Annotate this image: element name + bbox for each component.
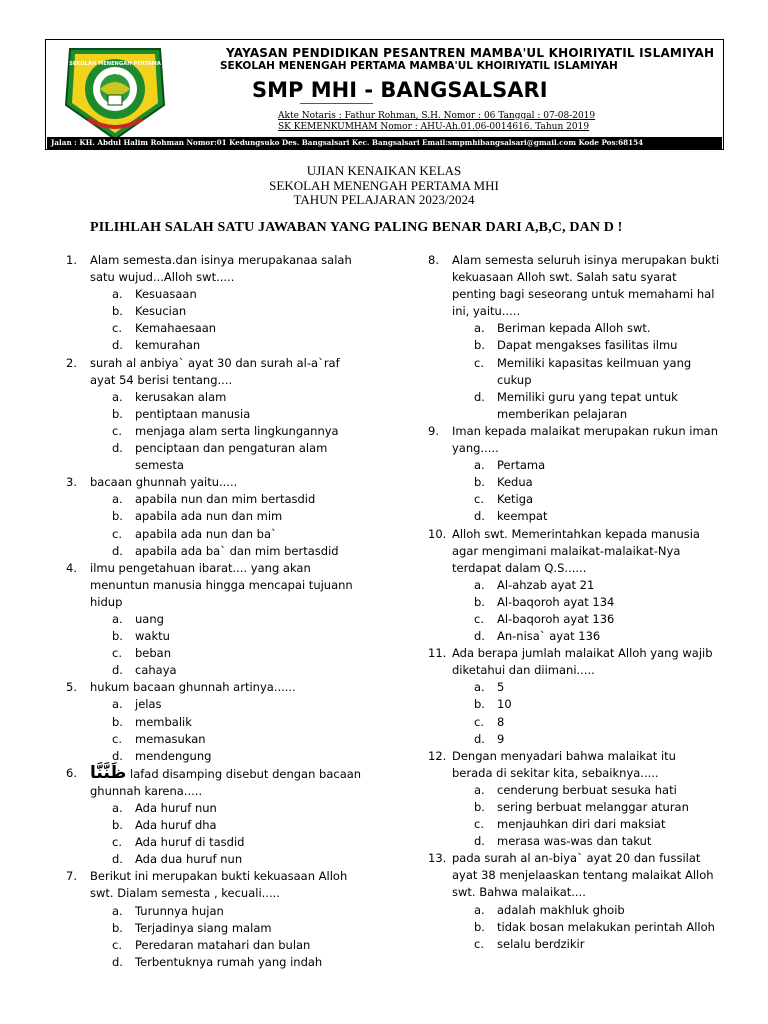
option-text: Memiliki kapasitas keilmuan yang cukup bbox=[497, 355, 692, 387]
question-item bbox=[428, 645, 720, 748]
answer-options bbox=[452, 577, 720, 645]
question-number: 5. bbox=[66, 680, 77, 695]
option-text: adalah makhluk ghoib bbox=[497, 902, 625, 917]
option-text: jelas bbox=[135, 697, 162, 712]
option-text: Ada huruf nun bbox=[135, 801, 217, 815]
logo-inner-text: SMP MHI bbox=[102, 71, 128, 77]
option-letter: a. bbox=[474, 321, 485, 336]
option-text: 8 bbox=[497, 714, 505, 729]
question-text-content: Alam semesta seluruh isinya merupakan bukti kekuasaan Alloh swt. Salah satu syarat penting bagi seseorang untuk memahami hal ini, yaitu..... bbox=[452, 253, 720, 319]
option-letter: d. bbox=[112, 543, 123, 558]
option-letter: b. bbox=[112, 629, 123, 644]
option-text: tidak bosan melakukan perintah Alloh bbox=[497, 919, 715, 934]
option-text: Terbentuknya rumah yang indah bbox=[135, 954, 323, 969]
question-item bbox=[428, 526, 720, 646]
answer-option[interactable] bbox=[474, 594, 720, 611]
option-letter: b. bbox=[474, 594, 485, 609]
answer-option[interactable] bbox=[474, 508, 720, 525]
answer-option[interactable] bbox=[474, 389, 720, 423]
option-letter: a. bbox=[474, 902, 485, 917]
question-item bbox=[428, 850, 720, 953]
question-text-content: Ada berapa jumlah malaikat Alloh yang wajib diketahui dan diimani..... bbox=[452, 646, 713, 678]
answer-option[interactable] bbox=[474, 611, 720, 628]
option-text: Ada huruf di tasdid bbox=[135, 835, 245, 850]
question-text-content: Alam semesta.dan isinya merupakanaa salah satu wujud...Alloh swt..... bbox=[90, 253, 352, 285]
answer-options bbox=[90, 696, 364, 764]
answer-options bbox=[90, 491, 364, 559]
question-text bbox=[90, 355, 364, 389]
option-letter: d. bbox=[112, 441, 123, 456]
option-text: 5 bbox=[497, 680, 505, 695]
exam-title-2: SEKOLAH MENENGAH PERTAMA MHI bbox=[269, 177, 499, 193]
foundation-name: YAYASAN PENDIDIKAN PESANTREN MAMBA'UL KHOIRIYATIL ISLAMIYAH bbox=[226, 46, 715, 60]
question-text-content: Berikut ini merupakan bukti kekuasaan Alloh swt. Dialam semesta , kecuali..... bbox=[90, 869, 348, 901]
question-text bbox=[452, 423, 720, 457]
answer-option[interactable] bbox=[112, 406, 364, 423]
answer-option[interactable] bbox=[474, 919, 720, 936]
answer-option[interactable] bbox=[474, 731, 720, 748]
option-letter: b. bbox=[112, 714, 123, 729]
option-letter: c. bbox=[474, 492, 484, 507]
question-text-content: Dengan menyadari bahwa malaikat itu berada di sekitar kita, sebaiknya..... bbox=[452, 748, 676, 780]
answer-option[interactable] bbox=[474, 816, 720, 833]
option-text: Al-ahzab ayat 21 bbox=[497, 577, 595, 592]
option-text: Turunnya hujan bbox=[135, 903, 224, 918]
option-letter: b. bbox=[474, 800, 485, 814]
question-text bbox=[452, 645, 720, 679]
answer-option[interactable] bbox=[112, 903, 364, 920]
answer-options bbox=[452, 902, 720, 953]
answer-options bbox=[90, 611, 364, 679]
option-text: uang bbox=[135, 611, 164, 626]
option-text: Terjadinya siang malam bbox=[135, 920, 272, 935]
answer-option[interactable] bbox=[112, 611, 364, 628]
option-text: beban bbox=[135, 646, 172, 661]
question-text-content: Iman kepada malaikat merupakan rukun iman yang..... bbox=[452, 423, 718, 456]
option-letter: c. bbox=[474, 817, 484, 832]
answer-option[interactable] bbox=[112, 696, 364, 713]
option-letter: a. bbox=[112, 697, 123, 712]
option-text: 10 bbox=[497, 697, 512, 712]
answer-option[interactable] bbox=[112, 423, 364, 440]
question-number: 10. bbox=[428, 526, 447, 541]
question-item bbox=[66, 474, 364, 559]
option-text: pentiptaan manusia bbox=[135, 406, 251, 421]
answer-option[interactable] bbox=[112, 851, 364, 868]
option-text: cahaya bbox=[135, 663, 177, 678]
school-logo bbox=[58, 45, 172, 142]
option-text: sering berbuat melanggar aturan bbox=[497, 800, 689, 814]
option-text: apabila ada nun dan mim bbox=[135, 509, 283, 524]
answer-option[interactable] bbox=[474, 457, 720, 474]
question-item bbox=[428, 423, 720, 526]
option-text: apabila ada ba` dan mim bertasdid bbox=[135, 543, 339, 558]
option-letter: c. bbox=[112, 423, 122, 438]
answer-option[interactable] bbox=[474, 782, 720, 799]
answer-option[interactable] bbox=[112, 920, 364, 937]
answer-option[interactable] bbox=[112, 526, 364, 543]
option-text: Kemahaesaan bbox=[135, 321, 217, 336]
question-text-content: surah al anbiya` ayat 30 dan surah al-a`raf ayat 54 berisi tentang.... bbox=[90, 355, 340, 387]
notary-line bbox=[278, 111, 595, 121]
answer-option[interactable] bbox=[474, 577, 720, 594]
question-text bbox=[90, 762, 364, 800]
exam-titles bbox=[0, 164, 768, 208]
answer-options bbox=[452, 320, 720, 423]
option-letter: b. bbox=[112, 304, 123, 319]
question-number: 1. bbox=[66, 253, 77, 267]
answer-option[interactable] bbox=[474, 679, 720, 696]
question-number: 3. bbox=[66, 475, 77, 490]
answer-option[interactable] bbox=[474, 491, 720, 508]
answer-option[interactable] bbox=[112, 714, 364, 731]
answer-option[interactable] bbox=[112, 937, 364, 954]
question-item bbox=[66, 868, 364, 971]
question-number: 8. bbox=[428, 253, 439, 267]
option-letter: d. bbox=[112, 954, 123, 969]
question-text-content: ilmu pengetahuan ibarat.... yang akan menuntun manusia hingga mencapai tujuann hidup bbox=[90, 560, 353, 609]
option-letter: b. bbox=[474, 338, 485, 353]
answer-option[interactable] bbox=[112, 662, 364, 679]
option-text: Ketiga bbox=[497, 492, 534, 507]
option-text: keempat bbox=[497, 509, 548, 524]
answer-options bbox=[452, 782, 720, 850]
address-bar: Jalan : KH. Abdul Halim Rohman Nomor:01 Kedungsuko Des. Bangsalsari Kec. Bangsalsari Email:smpmhibangsalsari@gmail.com Kode Pos:68154 bbox=[47, 137, 722, 149]
option-text: penciptaan dan pengaturan alam semesta bbox=[135, 441, 328, 473]
question-item bbox=[66, 355, 364, 475]
question-text bbox=[452, 850, 720, 901]
option-letter: d. bbox=[474, 834, 485, 849]
answer-options bbox=[90, 800, 364, 868]
question-text-content: lafad disamping disebut dengan bacaan ghunnah karena..... bbox=[90, 766, 362, 798]
exam-instruction: PILIHLAH SALAH SATU JAWABAN YANG PALING BENAR DARI A,B,C, DAN D ! bbox=[90, 220, 623, 235]
option-text: Ada huruf dha bbox=[135, 818, 217, 833]
question-item bbox=[428, 748, 720, 851]
option-letter: a. bbox=[112, 492, 123, 507]
answer-option[interactable] bbox=[112, 286, 364, 303]
school-short-name bbox=[252, 78, 548, 102]
question-number: 12. bbox=[428, 748, 447, 763]
option-letter: b. bbox=[474, 475, 485, 490]
option-letter: c. bbox=[112, 731, 122, 746]
question-text-content: hukum bacaan ghunnah artinya...... bbox=[90, 680, 296, 695]
option-letter: a. bbox=[474, 680, 485, 695]
question-number: 9. bbox=[428, 423, 439, 438]
option-letter: d. bbox=[112, 663, 123, 678]
option-text: Beriman kepada Alloh swt. bbox=[497, 321, 651, 336]
answer-option[interactable] bbox=[474, 320, 720, 337]
option-letter: d. bbox=[474, 389, 485, 404]
answer-option[interactable] bbox=[112, 508, 364, 525]
option-text: Peredaran matahari dan bulan bbox=[135, 937, 311, 952]
option-text: merasa was-was dan takut bbox=[497, 834, 652, 849]
school-short-text: SMP MHI - BANGSALSARI bbox=[252, 78, 548, 102]
answer-option[interactable] bbox=[112, 731, 364, 748]
option-text: selalu berdzikir bbox=[497, 936, 585, 951]
option-letter: b. bbox=[112, 406, 123, 421]
option-text: menjauhkan diri dari maksiat bbox=[497, 817, 666, 832]
questions-right-column bbox=[428, 252, 720, 953]
question-text bbox=[452, 748, 720, 782]
answer-option[interactable] bbox=[112, 337, 364, 354]
answer-option[interactable] bbox=[112, 834, 364, 851]
option-letter: c. bbox=[474, 936, 484, 951]
sk-text: SK KEMENKUMHAM Nomor : AHU-Ah.01.06-0014616. Tahun 2019 bbox=[278, 122, 590, 132]
answer-options bbox=[452, 457, 720, 525]
answer-option[interactable] bbox=[474, 474, 720, 491]
question-number: 6. bbox=[66, 765, 77, 780]
answer-option[interactable] bbox=[474, 696, 720, 713]
option-letter: c. bbox=[112, 526, 122, 541]
option-letter: a. bbox=[474, 577, 485, 592]
option-letter: b. bbox=[474, 697, 485, 712]
option-letter: b. bbox=[112, 920, 123, 935]
answer-option[interactable] bbox=[474, 936, 720, 953]
option-text: kemurahan bbox=[135, 338, 201, 353]
option-text: 9 bbox=[497, 731, 505, 746]
question-number: 2. bbox=[66, 355, 77, 370]
question-item bbox=[66, 252, 364, 355]
option-text: Kesucian bbox=[135, 304, 187, 319]
option-letter: a. bbox=[474, 782, 485, 797]
option-text: Kesuasaan bbox=[135, 287, 197, 302]
answer-option[interactable] bbox=[112, 800, 364, 817]
option-letter: c. bbox=[474, 611, 484, 626]
exam-title-1: UJIAN KENAIKAN KELAS bbox=[306, 163, 462, 178]
option-letter: c. bbox=[474, 714, 484, 729]
option-letter: a. bbox=[112, 801, 123, 815]
option-text: menjaga alam serta lingkungannya bbox=[135, 423, 339, 438]
option-letter: c. bbox=[112, 937, 122, 952]
option-letter: d. bbox=[474, 731, 485, 746]
question-number: 7. bbox=[66, 869, 77, 884]
option-letter: c. bbox=[112, 835, 122, 850]
answer-option[interactable] bbox=[112, 628, 364, 645]
answer-option[interactable] bbox=[112, 748, 364, 765]
answer-options bbox=[452, 679, 720, 747]
option-letter: a. bbox=[112, 903, 123, 918]
option-letter: d. bbox=[112, 338, 123, 353]
option-text: kerusakan alam bbox=[135, 389, 227, 404]
option-text: mendengung bbox=[135, 748, 212, 763]
answer-option[interactable] bbox=[112, 954, 364, 971]
sk-line bbox=[278, 122, 589, 132]
answer-options bbox=[90, 389, 364, 474]
arabic-word: ظَنَّنَّا bbox=[90, 762, 127, 783]
question-text bbox=[452, 526, 720, 577]
answer-option[interactable] bbox=[474, 355, 720, 389]
option-text: membalik bbox=[135, 714, 192, 729]
option-text: waktu bbox=[135, 629, 170, 644]
question-number: 11. bbox=[428, 646, 447, 661]
question-item bbox=[66, 762, 364, 869]
option-text: Al-baqoroh ayat 136 bbox=[497, 611, 615, 626]
letterhead bbox=[45, 39, 724, 150]
option-text: Dapat mengakses fasilitas ilmu bbox=[497, 338, 678, 353]
answer-option[interactable] bbox=[112, 543, 364, 560]
answer-option[interactable] bbox=[474, 833, 720, 850]
option-text: Ada dua huruf nun bbox=[135, 852, 243, 867]
option-letter: b. bbox=[474, 919, 485, 934]
option-letter: d. bbox=[112, 748, 123, 763]
question-item bbox=[66, 560, 364, 680]
question-item bbox=[428, 252, 720, 423]
school-full-name: SEKOLAH MENENGAH PERTAMA MAMBA'UL KHOIRIYATIL ISLAMIYAH bbox=[220, 60, 618, 72]
question-number: 13. bbox=[428, 851, 447, 866]
logo-ring-text: SEKOLAH MENENGAH PERTAMA bbox=[69, 61, 161, 67]
option-letter: a. bbox=[474, 458, 485, 473]
option-letter: a. bbox=[112, 611, 123, 626]
question-text-content: Alloh swt. Memerintahkan kepada manusia agar mengimani malaikat-malaikat-Nya terdapat dalam Q.S...... bbox=[452, 526, 700, 575]
answer-option[interactable] bbox=[474, 799, 720, 816]
answer-options bbox=[90, 903, 364, 971]
option-letter: b. bbox=[112, 818, 123, 833]
option-letter: c. bbox=[474, 355, 484, 370]
option-letter: d. bbox=[112, 852, 123, 867]
option-letter: c. bbox=[112, 646, 122, 661]
question-text bbox=[90, 679, 364, 696]
answer-options bbox=[90, 286, 364, 354]
question-text-content: bacaan ghunnah yaitu..... bbox=[90, 475, 238, 490]
option-letter: c. bbox=[112, 321, 122, 336]
question-text-content: pada surah al an-biya` ayat 20 dan fussilat ayat 38 menjelaaskan tentang malaikat Alloh swt. Bahwa malaikat.... bbox=[452, 851, 714, 900]
option-text: Kedua bbox=[497, 475, 533, 490]
answer-option[interactable] bbox=[474, 902, 720, 919]
option-text: apabila nun dan mim bertasdid bbox=[135, 492, 316, 507]
answer-option[interactable] bbox=[112, 817, 364, 834]
answer-option[interactable] bbox=[112, 491, 364, 508]
answer-option[interactable] bbox=[112, 320, 364, 337]
answer-option[interactable] bbox=[112, 440, 364, 474]
question-text bbox=[90, 252, 364, 286]
question-text bbox=[90, 560, 364, 611]
option-letter: a. bbox=[112, 389, 123, 404]
question-number: 4. bbox=[66, 560, 77, 575]
option-text: Pertama bbox=[497, 458, 546, 473]
answer-option[interactable] bbox=[112, 303, 364, 320]
question-item bbox=[66, 679, 364, 764]
question-text bbox=[90, 474, 364, 491]
option-letter: b. bbox=[112, 509, 123, 524]
option-letter: d. bbox=[474, 509, 485, 524]
answer-option[interactable] bbox=[474, 337, 720, 354]
underline-decoration bbox=[300, 103, 373, 104]
answer-option[interactable] bbox=[112, 645, 364, 662]
option-text: apabila ada nun dan ba` bbox=[135, 526, 277, 541]
option-letter: a. bbox=[112, 287, 123, 302]
option-text: cenderung berbuat sesuka hati bbox=[497, 782, 677, 797]
option-text: An-nisa` ayat 136 bbox=[497, 629, 601, 644]
option-text: Al-baqoroh ayat 134 bbox=[497, 594, 615, 609]
answer-option[interactable] bbox=[112, 389, 364, 406]
questions-left-column bbox=[66, 252, 364, 971]
answer-option[interactable] bbox=[474, 714, 720, 731]
answer-option[interactable] bbox=[474, 628, 720, 645]
option-text: memasukan bbox=[135, 731, 206, 746]
option-letter: d. bbox=[474, 629, 485, 644]
question-text bbox=[90, 868, 364, 902]
notary-text: Akte Notaris : Fathur Rohman, S.H. Nomor : 06 Tanggal : 07-08-2019 bbox=[278, 111, 596, 121]
question-text bbox=[452, 252, 720, 320]
option-text: Memiliki guru yang tepat untuk memberikan pelajaran bbox=[497, 389, 678, 421]
exam-title-3: TAHUN PELAJARAN 2023/2024 bbox=[293, 192, 475, 207]
